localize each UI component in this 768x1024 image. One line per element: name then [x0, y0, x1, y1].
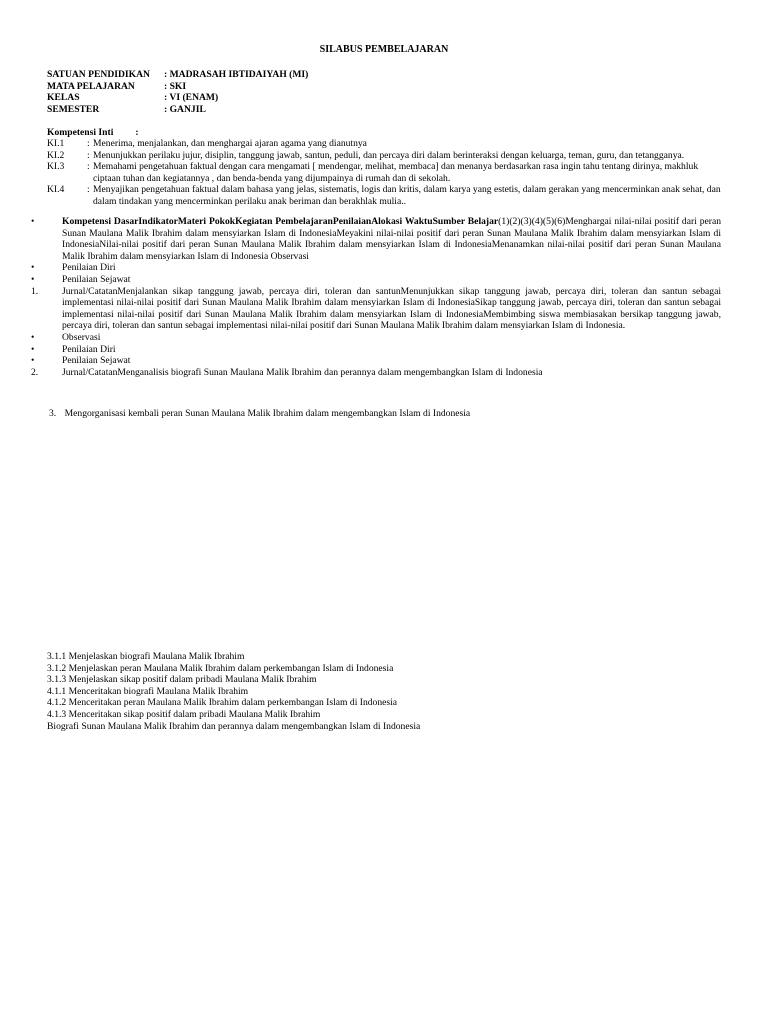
main-heading-bold: Kompetensi DasarIndikatorMateri PokokKegiatan PembelajaranPenilaianAlokasi WaktuSumber Belajar [62, 216, 499, 227]
ki-text: Memahami pengetahuan faktual dengan cara mengamati [ mendengar, melihat, membaca] dan menanya berdasarkan rasa ingin tahu tentang dirinya, makhluk ciptaan tuhan dan kegiatannya , dan benda-benda yang dijumpainya di rumah dan di sekolah. [93, 161, 699, 184]
ki-sep: : [87, 161, 90, 173]
ki-heading-label: Kompetensi Inti [47, 127, 114, 138]
ki-list [47, 138, 721, 208]
list-item-text: Jurnal/CatatanMenjalankan sikap tanggung jawab, percaya diri, toleran dan santunMenunjukkan sikap tanggung jawab, percaya diri, toleran dan santun sebagai implementasi nilai-nilai positif dari Sunan Maulana Malik Ibrahim dalam mensyiarkan Islam di IndonesiaSikap tanggung jawab, percaya diri, toleran dan santun sebagai implementasi nilai-nilai positif dari Sunan Maulana Malik Ibrahim dalam mensyiarkan Islam di IndonesiaMembimbing siswa membiasakan bersikap tanggung jawab, percaya diri, toleran dan santun sebagai implementasi nilai-nilai positif dari Sunan Maulana Malik Ibrahim dalam mensyiarkan Islam di Indonesia. [62, 285, 721, 332]
meta-row [47, 92, 308, 104]
indicator-item: 3.1.3 Menjelaskan sikap positif dalam pribadi Maulana Malik Ibrahim [47, 674, 317, 686]
list-marker: • [31, 262, 35, 274]
list-item [30, 367, 721, 379]
step-three-marker: 3. [49, 408, 57, 419]
bullet-marker: • [31, 216, 35, 227]
ki-item [47, 161, 721, 184]
indicator-item: 3.1.1 Menjelaskan biografi Maulana Malik Ibrahim [47, 651, 245, 662]
ki-sep: : [87, 149, 90, 161]
meta-value: : VI (ENAM) [164, 92, 219, 104]
meta-value: : MADRASAH IBTIDAIYAH (MI) [164, 69, 309, 80]
ki-code: KI.2 [47, 149, 65, 161]
ki-code: KI.1 [47, 138, 65, 149]
list-marker: 1. [31, 285, 39, 297]
list-item-text: Penilaian Sejawat [62, 355, 131, 367]
ki-text: Menunjukkan perilaku jujur, disiplin, tanggung jawab, santun, peduli, dan percaya diri dalam berinteraksi dengan keluarga, teman, guru, dan tetangganya. [93, 149, 685, 161]
ki-heading-colon: : [135, 127, 139, 138]
indicator-list [47, 651, 420, 732]
indicator-item: 4.1.1 Menceritakan biografi Maulana Malik Ibrahim [47, 685, 249, 697]
indicator-item: Biografi Sunan Maulana Malik Ibrahim dan perannya dalam mengembangkan Islam di Indonesia [47, 720, 421, 732]
main-paragraph [30, 216, 721, 262]
list-item [30, 286, 721, 332]
list-marker: 2. [31, 366, 39, 378]
list-item-text: Penilaian Diri [62, 343, 116, 355]
main-body-text: (1)(2)(3)(4)(5)(6)Menghargai nilai-nilai positif dari peran Sunan Maulana Malik Ibrahim dalam mensyiarkan Islam di IndonesiaMeyakini nilai-nilai positif dari peran Sunan Maulana Malik Ibrahim dalam mensyiarkan Islam di IndonesiaNilai-nilai positif dari peran Sunan Maulana Malik Ibrahim dalam mensyiarkan Islam di IndonesiaMenanamkan nilai-nilai positif dari peran Sunan Maulana Malik Ibrahim dalam mensyiarkan Islam di Indonesia Observasi [62, 216, 721, 262]
ki-code: KI.3 [47, 161, 65, 173]
meta-label: MATA PELAJARAN [47, 80, 135, 92]
list-item [30, 332, 721, 344]
list-marker: • [31, 343, 35, 355]
meta-value: : SKI [164, 80, 187, 92]
indicator-item: 3.1.2 Menjelaskan peran Maulana Malik Ibrahim dalam perkembangan Islam di Indonesia [47, 662, 394, 674]
ki-text: Menerima, menjalankan, dan menghargai ajaran agama yang dianutnya [93, 138, 367, 149]
ki-text: Menyajikan pengetahuan faktual dalam bahasa yang jelas, sistematis, logis dan kritis, dalam karya yang estetis, dalam gerakan yang mencerminkan anak sehat, dan dalam tindakan yang mencerminkan perilaku anak beriman dan berakhlak mulia.. [93, 184, 721, 207]
ki-code: KI.4 [47, 184, 65, 196]
list-item-text: Penilaian Sejawat [62, 273, 131, 285]
list-marker: • [31, 331, 35, 343]
document-title: SILABUS PEMBELAJARAN [319, 44, 449, 55]
list-item-text: Observasi [62, 331, 101, 343]
meta-label: SATUAN PENDIDIKAN [47, 69, 150, 80]
main-content [30, 216, 721, 378]
ki-item [47, 138, 721, 150]
list-marker: • [31, 273, 35, 285]
meta-row [47, 104, 308, 116]
main-paragraph-text [62, 216, 721, 262]
ki-sep: : [87, 138, 90, 149]
step-three-text: Mengorganisasi kembali peran Sunan Maulana Malik Ibrahim dalam mengembangkan Islam di Indonesia [64, 408, 471, 419]
meta-label: KELAS [47, 92, 80, 104]
document-meta [47, 69, 308, 115]
ki-heading [47, 127, 139, 139]
list-marker: • [31, 355, 35, 367]
list-item [30, 355, 721, 367]
indicator-item: 4.1.3 Menceritakan sikap positif dalam pribadi Maulana Malik Ibrahim [47, 708, 321, 720]
meta-label: SEMESTER [47, 103, 100, 115]
indicator-item: 4.1.2 Menceritakan peran Maulana Malik Ibrahim dalam perkembangan Islam di Indonesia [47, 697, 398, 709]
meta-row [47, 69, 308, 81]
list-item [30, 344, 721, 356]
meta-value: : GANJIL [164, 103, 206, 115]
list-item-text: Jurnal/CatatanMenganalisis biografi Sunan Maulana Malik Ibrahim dan perannya dalam mengembangkan Islam di Indonesia [62, 366, 543, 378]
ki-sep: : [87, 184, 90, 196]
meta-row [47, 81, 308, 93]
step-three [49, 408, 470, 420]
ki-item [47, 150, 721, 162]
list-item [30, 262, 721, 274]
ki-item [47, 184, 721, 207]
list-item-text: Penilaian Diri [62, 262, 116, 274]
list-item [30, 274, 721, 286]
